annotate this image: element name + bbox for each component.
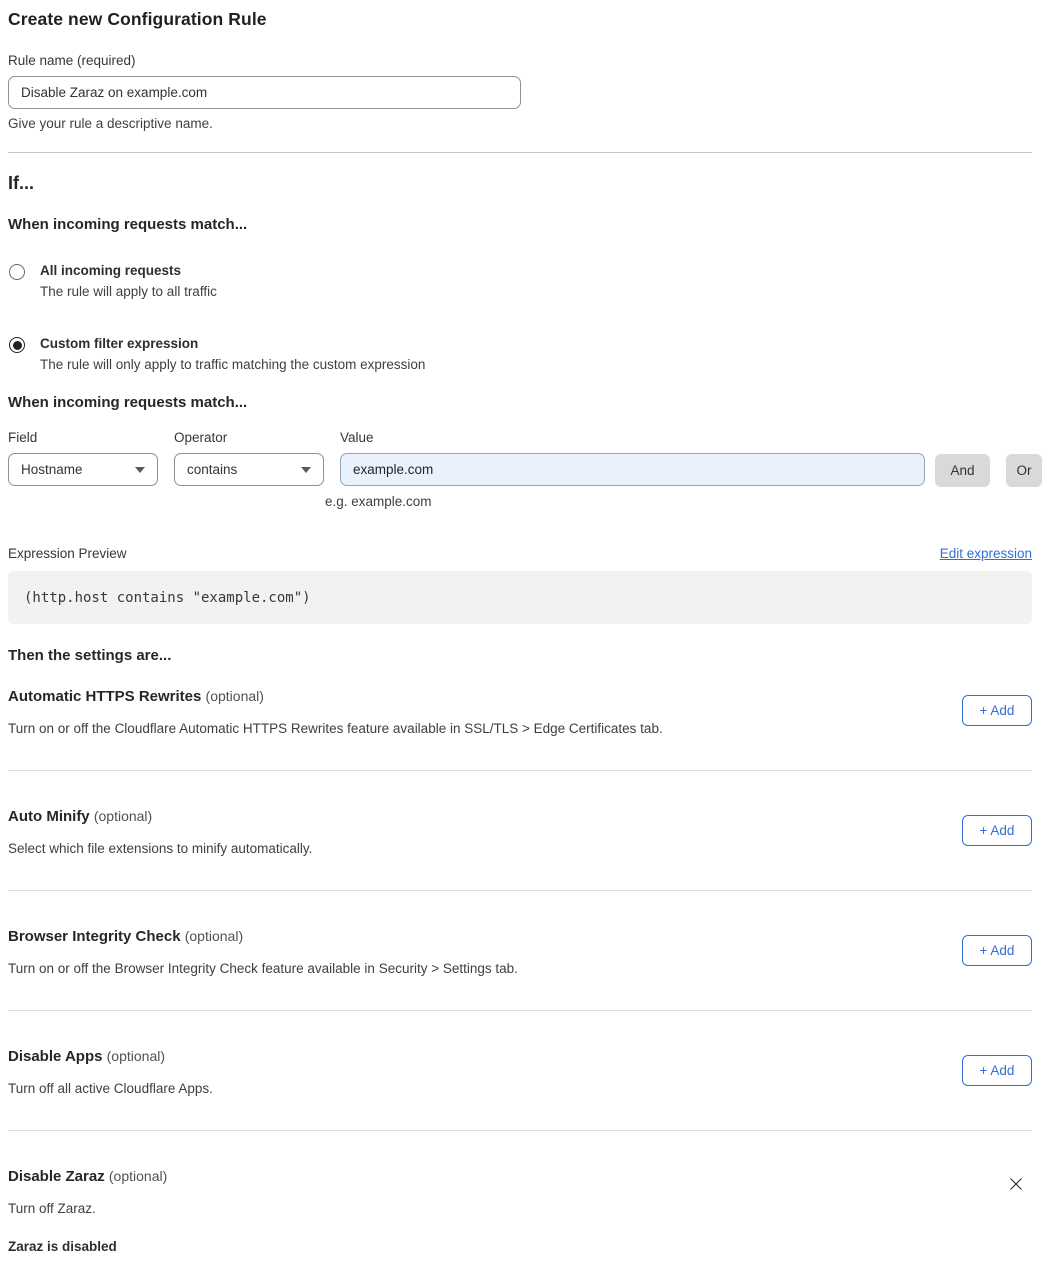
- setting-auto-minify: [8, 771, 1032, 891]
- field-column: [8, 430, 174, 486]
- expression-code-text: (http.host contains "example.com"): [24, 589, 311, 606]
- zaraz-status-text: Zaraz is disabled: [8, 1239, 117, 1254]
- setting-texts: [8, 1168, 167, 1254]
- and-button[interactable]: And: [935, 454, 990, 487]
- operator-column: [174, 430, 340, 486]
- optional-tag: (optional): [93, 808, 153, 824]
- expression-preview-header: [8, 546, 1032, 561]
- page-title: Create new Configuration Rule: [8, 9, 267, 29]
- setting-title: Auto Minify (optional): [8, 808, 153, 825]
- radio-all-incoming-requests[interactable]: [8, 263, 1032, 299]
- chevron-down-icon: [301, 467, 311, 473]
- expression-builder-row: [8, 430, 1032, 487]
- section-divider: [8, 152, 1032, 153]
- radio-option-label: All incoming requests: [40, 263, 182, 278]
- setting-description: Turn on or off the Browser Integrity Check feature available in Security > Settings tab.: [8, 961, 518, 976]
- radio-unselected-icon[interactable]: [9, 264, 25, 280]
- radio-option-texts: [40, 263, 217, 299]
- setting-title: Disable Apps (optional): [8, 1048, 166, 1065]
- radio-option-texts: [40, 336, 425, 372]
- setting-texts: [8, 1048, 213, 1096]
- operator-label: Operator: [174, 430, 228, 445]
- setting-texts: [8, 688, 663, 736]
- setting-description: Turn off all active Cloudflare Apps.: [8, 1081, 213, 1096]
- value-input[interactable]: [340, 453, 925, 486]
- edit-expression-link[interactable]: Edit expression: [939, 546, 1032, 561]
- operator-select-value: contains: [187, 462, 238, 477]
- or-button[interactable]: Or: [1006, 454, 1042, 487]
- radio-option-label: Custom filter expression: [40, 336, 199, 351]
- match-heading: When incoming requests match...: [8, 216, 248, 233]
- setting-texts: [8, 808, 312, 856]
- expression-preview-label: Expression Preview: [8, 546, 127, 561]
- and-or-buttons: [935, 454, 1042, 487]
- value-label: Value: [340, 430, 374, 445]
- field-label: Field: [8, 430, 38, 445]
- field-select[interactable]: [8, 453, 158, 486]
- rule-name-helper: Give your rule a descriptive name.: [8, 116, 213, 131]
- setting-description: Select which file extensions to minify automatically.: [8, 841, 313, 856]
- setting-disable-apps: [8, 1011, 1032, 1131]
- remove-disable-zaraz-button[interactable]: [1007, 1175, 1025, 1193]
- add-auto-minify-button[interactable]: + Add: [962, 815, 1032, 846]
- setting-texts: [8, 928, 518, 976]
- setting-browser-integrity-check: [8, 891, 1032, 1011]
- rule-name-label: Rule name (required): [8, 53, 136, 68]
- add-automatic-https-rewrites-button[interactable]: + Add: [962, 695, 1032, 726]
- setting-description: Turn on or off the Cloudflare Automatic HTTPS Rewrites feature available in SSL/TLS > Edge Certificates tab.: [8, 721, 663, 736]
- rule-name-input[interactable]: [8, 76, 521, 109]
- expression-preview-code: [8, 571, 1032, 624]
- value-helper: e.g. example.com: [325, 494, 432, 509]
- value-column: [340, 430, 925, 486]
- settings-heading: Then the settings are...: [8, 647, 172, 664]
- add-browser-integrity-check-button[interactable]: + Add: [962, 935, 1032, 966]
- if-heading: If...: [8, 173, 34, 193]
- expression-builder-heading: When incoming requests match...: [8, 394, 248, 411]
- optional-tag: (optional): [184, 928, 244, 944]
- radio-option-description: The rule will only apply to traffic matching the custom expression: [40, 357, 426, 372]
- add-disable-apps-button[interactable]: + Add: [962, 1055, 1032, 1086]
- close-icon: [1009, 1177, 1023, 1191]
- optional-tag: (optional): [108, 1168, 168, 1184]
- setting-description: Turn off Zaraz.: [8, 1201, 96, 1216]
- setting-title: Automatic HTTPS Rewrites (optional): [8, 688, 264, 705]
- setting-title: Disable Zaraz (optional): [8, 1168, 168, 1185]
- radio-option-description: The rule will apply to all traffic: [40, 284, 217, 299]
- setting-disable-zaraz: [8, 1131, 1032, 1254]
- setting-automatic-https-rewrites: [8, 664, 1032, 771]
- field-select-value: Hostname: [21, 462, 83, 477]
- operator-select[interactable]: [174, 453, 324, 486]
- optional-tag: (optional): [106, 1048, 166, 1064]
- setting-title: Browser Integrity Check (optional): [8, 928, 244, 945]
- chevron-down-icon: [135, 467, 145, 473]
- optional-tag: (optional): [205, 688, 264, 704]
- radio-custom-filter-expression[interactable]: [8, 336, 1032, 372]
- radio-selected-icon[interactable]: [9, 337, 25, 353]
